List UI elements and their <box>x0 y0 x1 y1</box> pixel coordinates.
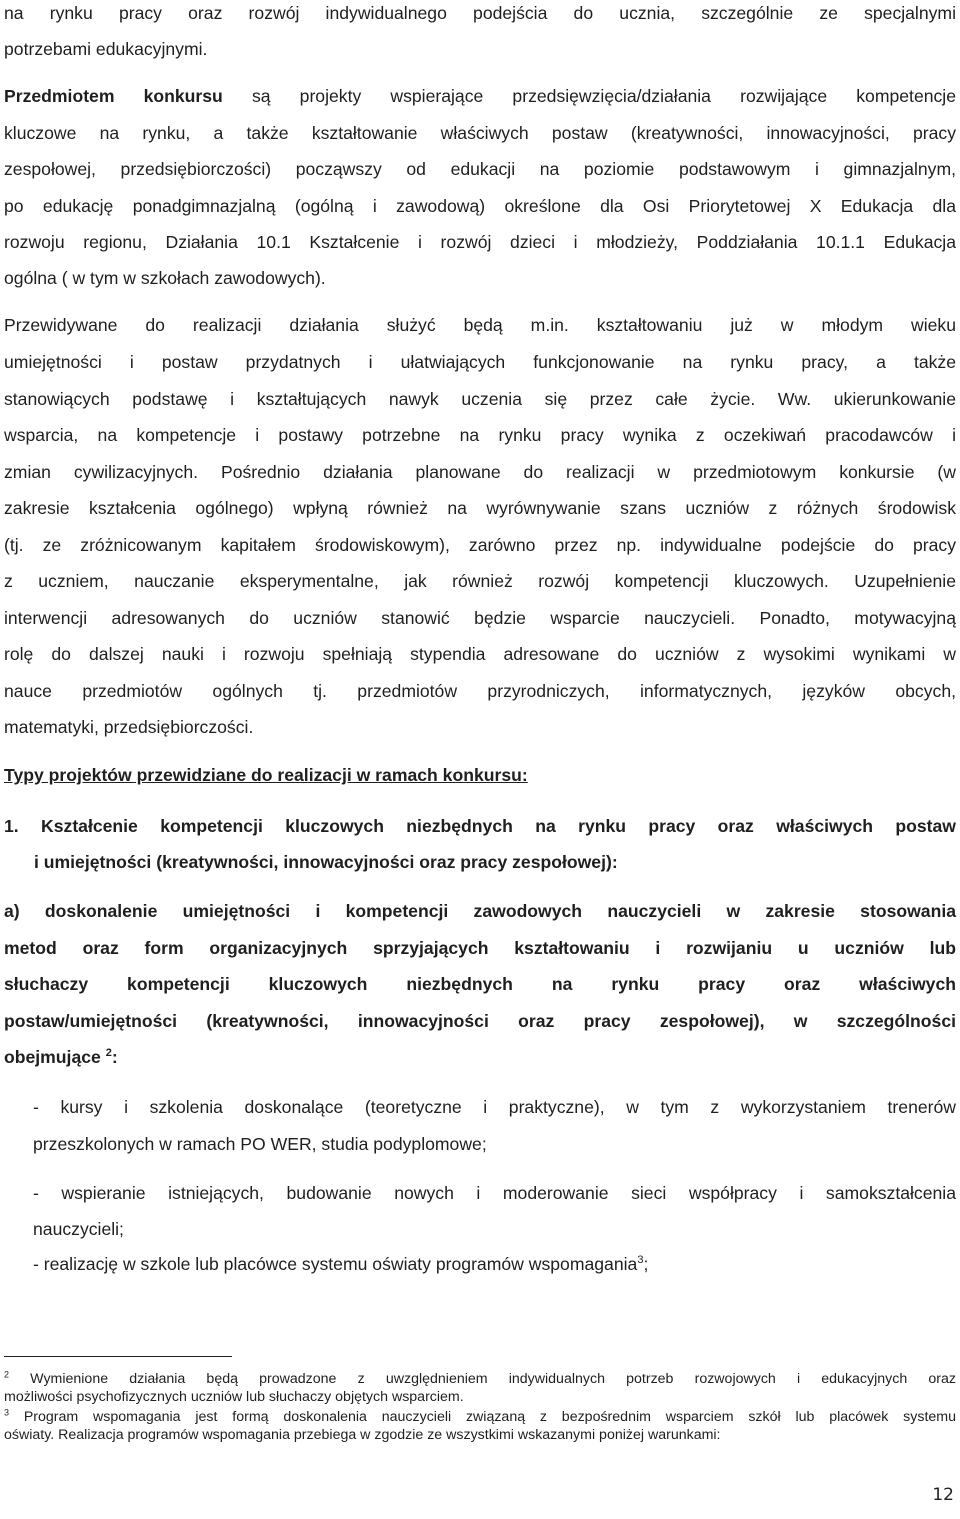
paragraph-line: ogólna ( w tym w szkołach zawodowych). <box>4 268 326 288</box>
paragraph-line: interwencji adresowanych do uczniów stanowić będzie wsparcie nauczycieli. Ponadto, motywacyjną <box>4 608 956 628</box>
paragraph-line: umiejętności i postaw przydatnych i ułatwiających funkcjonowanie na rynku pracy, a także <box>4 352 956 372</box>
footnote-2: $^2$ Wymienione działania będą prowadzone z uwzględnieniem indywidualnych potrzeb rozwojowych i edukacyjnych oraz <box>4 1369 956 1387</box>
bullet-item: - realizację w szkole lub placówce systemu oświaty programów wspomagania$^3$; <box>33 1254 649 1274</box>
paragraph-line: rozwoju regionu, Działania 10.1 Kształcenie i rozwój dzieci i młodzieży, Poddziałania 10.1.1 Edukacja <box>4 232 956 252</box>
konkurs-subject-label: Przedmiotem konkursu <box>4 86 223 106</box>
footnote-ref-2[interactable]: 2 <box>105 1047 112 1060</box>
page-number: 12 <box>932 1485 954 1505</box>
paragraph-line: potrzebami edukacyjnymi. <box>4 39 208 59</box>
section-heading: Typy projektów przewidziane do realizacji w ramach konkursu: <box>4 765 528 785</box>
paragraph-line: wsparcia, na kompetencje i postawy potrzebne na rynku pracy wynika z oczekiwań pracodawców i <box>4 425 956 445</box>
paragraph-line: kluczowe na rynku, a także kształtowanie właściwych postaw (kreatywności, innowacyjności, pracy <box>4 123 956 143</box>
paragraph-line <box>4 85 956 107</box>
paragraph-line: zmian cywilizacyjnych. Pośrednio działania planowane do realizacji w przedmiotowym konkursie (w <box>4 462 956 482</box>
paragraph-line: rolę do dalszej nauki i rozwoju spełniają stypendia adresowane do uczniów z wysokimi wynikami w <box>4 644 956 664</box>
paragraph-line: stanowiących podstawę i kształtujących nawyk uczenia się przez całe życie. Ww. ukierunkowanie <box>4 389 956 409</box>
footnote-2-continuation: możliwości psychofizycznych uczniów lub słuchaczy objętych wsparciem. <box>4 1389 464 1405</box>
footnote-3-continuation: oświaty. Realizacja programów wspomagania przebiega w zgodzie ze wszystkimi wskazanymi poniżej warunkami: <box>4 1427 721 1443</box>
paragraph-line: nauce przedmiotów ogólnych tj. przedmiotów przyrodniczych, informatycznych, języków obcych, <box>4 681 956 701</box>
paragraph-line: na rynku pracy oraz rozwój indywidualnego podejścia do ucznia, szczególnie ze specjalnymi <box>4 3 956 23</box>
numbered-item-heading: 1. Kształcenie kompetencji kluczowych niezbędnych na rynku pracy oraz właściwych postaw <box>4 816 956 836</box>
footnote-mark: 3 <box>4 1407 10 1418</box>
footnote-ref-3[interactable]: 3 <box>637 1254 644 1267</box>
subitem-line: słuchaczy kompetencji kluczowych niezbędnych na rynku pracy oraz właściwych <box>4 974 956 994</box>
footnote-mark: 2 <box>4 1369 10 1380</box>
numbered-item-heading: i umiejętności (kreatywności, innowacyjności oraz pracy zespołowej): <box>34 852 618 872</box>
footnote-separator <box>4 1356 232 1357</box>
subitem-line: postaw/umiejętności (kreatywności, innowacyjności oraz pracy zespołowej), w szczególności <box>4 1011 956 1031</box>
paragraph-line: zakresie kształcenia ogólnego) wpłyną również na wyrównywanie szans uczniów z różnych środowisk <box>4 498 956 518</box>
bullet-item: przeszkolonych w ramach PO WER, studia podyplomowe; <box>33 1134 487 1154</box>
paragraph-line: Przewidywane do realizacji działania służyć będą m.in. kształtowaniu już w młodym wieku <box>4 315 956 335</box>
paragraph-line: z uczniem, nauczanie eksperymentalne, jak również rozwój kompetencji kluczowych. Uzupełnienie <box>4 571 956 591</box>
subitem-line: a) doskonalenie umiejętności i kompetencji zawodowych nauczycieli w zakresie stosowania <box>4 901 956 921</box>
bullet-item: - kursy i szkolenia doskonalące (teoretyczne i praktyczne), w tym z wykorzystaniem trenerów <box>33 1097 956 1117</box>
bullet-item: nauczycieli; <box>33 1219 124 1239</box>
paragraph-line: (tj. ze zróżnicowanym kapitałem środowiskowym), zarówno przez np. indywidualne podejście do pracy <box>4 535 956 555</box>
paragraph-line: po edukację ponadgimnazjalną (ogólną i zawodową) określone dla Osi Priorytetowej X Edukacja dla <box>4 196 956 216</box>
footnote-3: $^3$ Program wspomagania jest formą doskonalenia nauczycieli związaną z bezpośrednim wsparciem szkół lub placówek systemu <box>4 1407 956 1425</box>
paragraph-text: są projekty wspierające przedsięwzięcia/działania rozwijające kompetencje <box>222 86 957 106</box>
subitem-line: obejmujące $^2$: <box>4 1047 118 1067</box>
paragraph-line: matematyki, przedsiębiorczości. <box>4 717 254 737</box>
paragraph-line: zespołowej, przedsiębiorczości) począwszy od edukacji na poziomie podstawowym i gimnazjalnym, <box>4 159 956 179</box>
subitem-line: metod oraz form organizacyjnych sprzyjających kształtowaniu i rozwijaniu u uczniów lub <box>4 938 956 958</box>
bullet-item: - wspieranie istniejących, budowanie nowych i moderowanie sieci współpracy i samokształcenia <box>33 1183 956 1203</box>
